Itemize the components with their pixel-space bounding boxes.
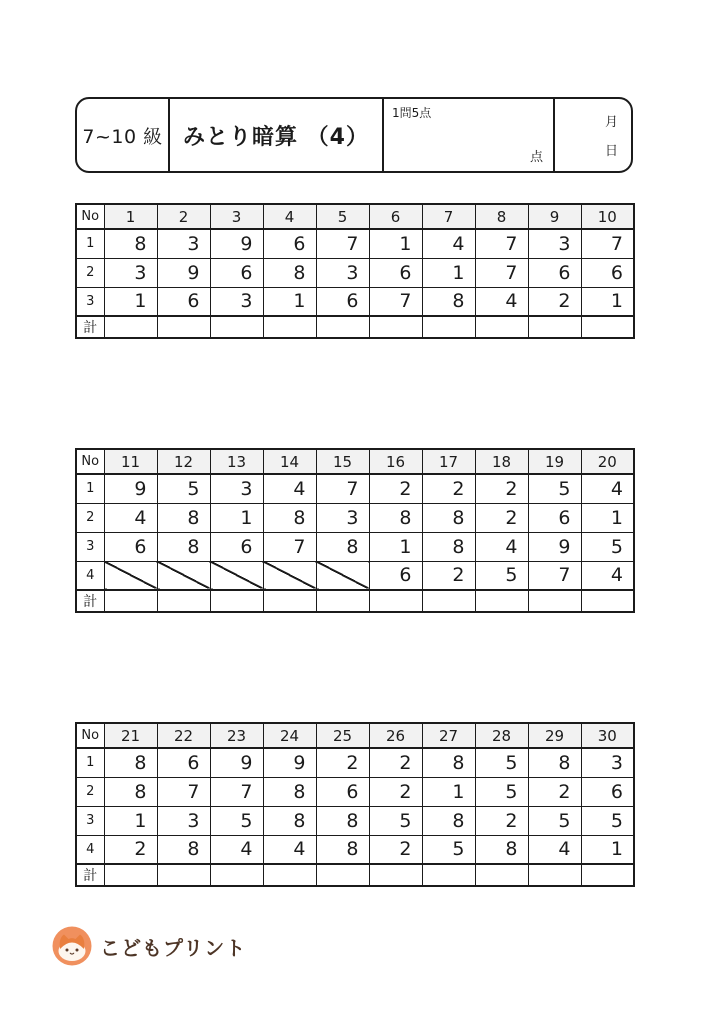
problems-table-2: [75, 448, 635, 613]
addend-cell: 6: [316, 777, 369, 806]
addend-cell: 3: [104, 258, 157, 287]
addend-cell: 6: [581, 777, 634, 806]
number-grid: [75, 722, 635, 887]
answer-cell: [263, 316, 316, 338]
answer-cell: [104, 864, 157, 886]
crossed-out-cell: [210, 561, 263, 590]
problem-number-header: 21: [104, 723, 157, 748]
problem-number-header: 4: [263, 204, 316, 229]
row-label: 1: [76, 748, 104, 777]
addend-cell: 7: [475, 229, 528, 258]
addend-cell: 7: [475, 258, 528, 287]
row-label: 2: [76, 258, 104, 287]
problem-number-header: 8: [475, 204, 528, 229]
addend-cell: 3: [581, 748, 634, 777]
addend-cell: 4: [528, 835, 581, 864]
addend-cell: 3: [528, 229, 581, 258]
total-row-label: 計: [76, 864, 104, 886]
problems-table-1: [75, 203, 635, 339]
answer-cell: [475, 590, 528, 612]
problem-number-header: 3: [210, 204, 263, 229]
addend-cell: 1: [210, 503, 263, 532]
addend-cell: 1: [581, 287, 634, 316]
answer-cell: [581, 316, 634, 338]
answer-cell: [528, 590, 581, 612]
row-label: 1: [76, 229, 104, 258]
addend-cell: 4: [263, 835, 316, 864]
row-label: 2: [76, 777, 104, 806]
answer-cell: [316, 316, 369, 338]
answer-cell: [475, 864, 528, 886]
grade-label: 7~10 級: [77, 99, 170, 171]
answer-cell: [422, 316, 475, 338]
addend-cell: 9: [210, 748, 263, 777]
addend-cell: 5: [369, 806, 422, 835]
problem-number-header: 14: [263, 449, 316, 474]
addend-cell: 8: [422, 503, 475, 532]
problem-number-header: 19: [528, 449, 581, 474]
addend-cell: 1: [104, 287, 157, 316]
addend-cell: 5: [581, 532, 634, 561]
answer-cell: [263, 590, 316, 612]
addend-cell: 8: [475, 835, 528, 864]
addend-cell: 4: [104, 503, 157, 532]
addend-cell: 2: [369, 777, 422, 806]
addend-cell: 8: [422, 287, 475, 316]
points-per-question-note: 1問5点: [392, 106, 432, 120]
addend-cell: 6: [157, 287, 210, 316]
addend-cell: 5: [528, 806, 581, 835]
addend-cell: 7: [157, 777, 210, 806]
addend-cell: 6: [369, 258, 422, 287]
cat-logo-icon: [52, 926, 92, 966]
answer-cell: [369, 864, 422, 886]
addend-cell: 7: [581, 229, 634, 258]
answer-cell: [422, 590, 475, 612]
answer-cell: [528, 316, 581, 338]
addend-cell: 8: [157, 835, 210, 864]
row-label: 2: [76, 503, 104, 532]
answer-cell: [263, 864, 316, 886]
row-label: 3: [76, 532, 104, 561]
addend-cell: 5: [157, 474, 210, 503]
answer-cell: [210, 316, 263, 338]
addend-cell: 1: [422, 258, 475, 287]
addend-cell: 4: [475, 532, 528, 561]
addend-cell: 9: [157, 258, 210, 287]
addend-cell: 6: [210, 258, 263, 287]
date-cell: [555, 99, 631, 171]
problem-number-header: 22: [157, 723, 210, 748]
problem-number-header: 10: [581, 204, 634, 229]
addend-cell: 5: [210, 806, 263, 835]
answer-cell: [369, 590, 422, 612]
addend-cell: 8: [528, 748, 581, 777]
worksheet-header: [75, 97, 633, 173]
addend-cell: 8: [263, 503, 316, 532]
problem-number-header: 25: [316, 723, 369, 748]
addend-cell: 9: [263, 748, 316, 777]
addend-cell: 8: [263, 806, 316, 835]
addend-cell: 8: [422, 532, 475, 561]
problem-number-header: 2: [157, 204, 210, 229]
score-cell: [384, 99, 555, 171]
problem-number-header: 6: [369, 204, 422, 229]
addend-cell: 1: [369, 229, 422, 258]
addend-cell: 4: [475, 287, 528, 316]
addend-cell: 3: [316, 258, 369, 287]
addend-cell: 3: [210, 474, 263, 503]
no-column-header: No: [76, 723, 104, 748]
addend-cell: 8: [422, 806, 475, 835]
answer-cell: [475, 316, 528, 338]
addend-cell: 9: [210, 229, 263, 258]
addend-cell: 3: [316, 503, 369, 532]
addend-cell: 5: [475, 561, 528, 590]
addend-cell: 2: [475, 503, 528, 532]
row-label: 4: [76, 561, 104, 590]
addend-cell: 8: [316, 532, 369, 561]
addend-cell: 2: [422, 474, 475, 503]
addend-cell: 3: [210, 287, 263, 316]
addend-cell: 9: [528, 532, 581, 561]
addend-cell: 6: [157, 748, 210, 777]
addend-cell: 1: [422, 777, 475, 806]
problem-number-header: 15: [316, 449, 369, 474]
answer-cell: [528, 864, 581, 886]
problems-table-3: [75, 722, 635, 887]
answer-cell: [104, 316, 157, 338]
addend-cell: 1: [581, 503, 634, 532]
answer-cell: [316, 864, 369, 886]
row-label: 3: [76, 806, 104, 835]
row-label: 4: [76, 835, 104, 864]
addend-cell: 8: [316, 806, 369, 835]
addend-cell: 8: [157, 503, 210, 532]
number-grid: [75, 448, 635, 613]
answer-cell: [210, 864, 263, 886]
addend-cell: 5: [422, 835, 475, 864]
total-row-label: 計: [76, 590, 104, 612]
problem-number-header: 13: [210, 449, 263, 474]
problem-number-header: 28: [475, 723, 528, 748]
addend-cell: 7: [316, 229, 369, 258]
addend-cell: 6: [104, 532, 157, 561]
problem-number-header: 12: [157, 449, 210, 474]
problem-number-header: 30: [581, 723, 634, 748]
addend-cell: 2: [528, 777, 581, 806]
month-label: 月: [604, 115, 618, 130]
addend-cell: 8: [369, 503, 422, 532]
addend-cell: 8: [104, 229, 157, 258]
number-grid: [75, 203, 635, 339]
total-row-label: 計: [76, 316, 104, 338]
problem-number-header: 9: [528, 204, 581, 229]
no-column-header: No: [76, 449, 104, 474]
problem-number-header: 27: [422, 723, 475, 748]
addend-cell: 6: [369, 561, 422, 590]
addend-cell: 8: [104, 748, 157, 777]
logo-text: こどもプリント: [100, 935, 247, 960]
addend-cell: 2: [528, 287, 581, 316]
problem-number-header: 1: [104, 204, 157, 229]
problem-number-header: 7: [422, 204, 475, 229]
logo: [52, 926, 246, 966]
problem-number-header: 23: [210, 723, 263, 748]
answer-cell: [157, 864, 210, 886]
addend-cell: 6: [316, 287, 369, 316]
addend-cell: 2: [422, 561, 475, 590]
row-label: 1: [76, 474, 104, 503]
score-suffix-label: 点: [529, 150, 543, 165]
problem-number-header: 26: [369, 723, 422, 748]
problem-number-header: 16: [369, 449, 422, 474]
worksheet-title: みとり暗算 （4）: [170, 99, 384, 171]
addend-cell: 2: [475, 474, 528, 503]
addend-cell: 2: [369, 835, 422, 864]
addend-cell: 1: [104, 806, 157, 835]
addend-cell: 2: [369, 748, 422, 777]
answer-cell: [316, 590, 369, 612]
problem-number-header: 18: [475, 449, 528, 474]
addend-cell: 2: [316, 748, 369, 777]
problem-number-header: 5: [316, 204, 369, 229]
addend-cell: 7: [210, 777, 263, 806]
problem-number-header: 24: [263, 723, 316, 748]
addend-cell: 7: [316, 474, 369, 503]
answer-cell: [581, 590, 634, 612]
row-label: 3: [76, 287, 104, 316]
addend-cell: 5: [475, 777, 528, 806]
addend-cell: 4: [422, 229, 475, 258]
addend-cell: 4: [210, 835, 263, 864]
addend-cell: 8: [422, 748, 475, 777]
day-label: 日: [604, 144, 618, 159]
problem-number-header: 29: [528, 723, 581, 748]
addend-cell: 1: [581, 835, 634, 864]
crossed-out-cell: [104, 561, 157, 590]
answer-cell: [104, 590, 157, 612]
crossed-out-cell: [316, 561, 369, 590]
addend-cell: 5: [475, 748, 528, 777]
addend-cell: 5: [528, 474, 581, 503]
addend-cell: 2: [104, 835, 157, 864]
problem-number-header: 11: [104, 449, 157, 474]
addend-cell: 4: [263, 474, 316, 503]
addend-cell: 8: [263, 258, 316, 287]
answer-cell: [369, 316, 422, 338]
addend-cell: 1: [369, 532, 422, 561]
addend-cell: 7: [263, 532, 316, 561]
addend-cell: 5: [581, 806, 634, 835]
addend-cell: 6: [581, 258, 634, 287]
addend-cell: 8: [104, 777, 157, 806]
crossed-out-cell: [157, 561, 210, 590]
addend-cell: 4: [581, 474, 634, 503]
addend-cell: 6: [263, 229, 316, 258]
addend-cell: 7: [528, 561, 581, 590]
addend-cell: 8: [263, 777, 316, 806]
addend-cell: 1: [263, 287, 316, 316]
addend-cell: 3: [157, 229, 210, 258]
addend-cell: 2: [369, 474, 422, 503]
addend-cell: 4: [581, 561, 634, 590]
addend-cell: 6: [210, 532, 263, 561]
addend-cell: 3: [157, 806, 210, 835]
addend-cell: 8: [316, 835, 369, 864]
addend-cell: 6: [528, 503, 581, 532]
addend-cell: 6: [528, 258, 581, 287]
addend-cell: 8: [157, 532, 210, 561]
answer-cell: [210, 590, 263, 612]
addend-cell: 9: [104, 474, 157, 503]
answer-cell: [157, 590, 210, 612]
addend-cell: 2: [475, 806, 528, 835]
no-column-header: No: [76, 204, 104, 229]
addend-cell: 7: [369, 287, 422, 316]
problem-number-header: 20: [581, 449, 634, 474]
answer-cell: [157, 316, 210, 338]
answer-cell: [422, 864, 475, 886]
answer-cell: [581, 864, 634, 886]
crossed-out-cell: [263, 561, 316, 590]
problem-number-header: 17: [422, 449, 475, 474]
